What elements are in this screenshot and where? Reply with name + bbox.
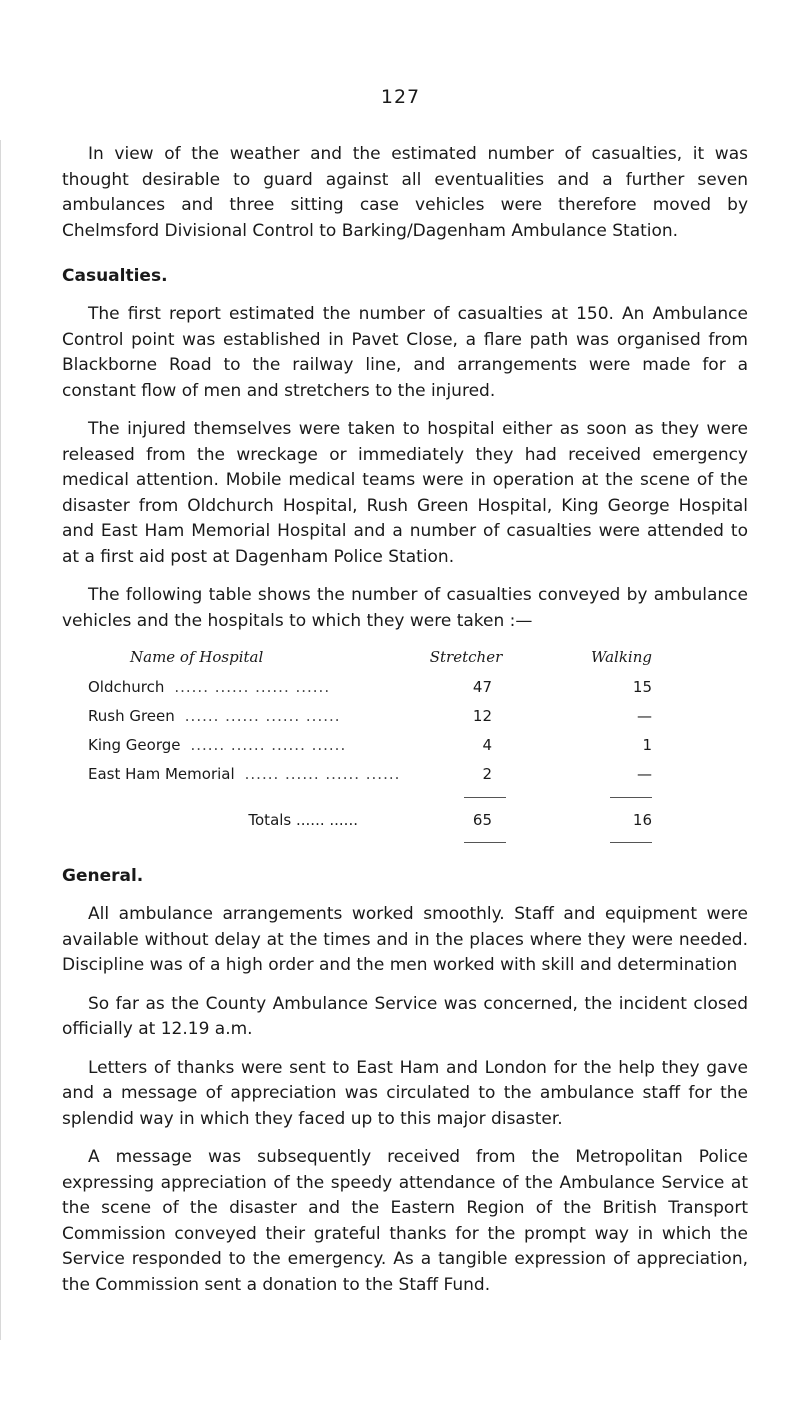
- table-header: [62, 642, 748, 672]
- row-stretcher: 2: [482, 764, 492, 783]
- paragraph-text: In view of the weather and the estimated number of casualties, it was thought desirable to guard against all eventualities and a further seven ambulances and three sitting case vehicles were therefore moved by Chelmsford Divisional Control to Barking/Dagenham Ambulance Station.: [62, 144, 748, 241]
- row-name: East Ham Memorial: [88, 764, 235, 783]
- totals-walking: 16: [632, 810, 652, 829]
- paragraph-arrangements: [62, 902, 748, 979]
- row-stretcher: 47: [472, 677, 492, 696]
- paragraph-incident-closed: [62, 992, 748, 1043]
- row-walking: —: [637, 764, 652, 783]
- rule-line: [464, 797, 506, 798]
- paragraph-police-message: [62, 1145, 748, 1298]
- row-walking: —: [637, 706, 652, 725]
- table-totals-row: [62, 806, 748, 833]
- paragraph-text: So far as the County Ambulance Service was concerned, the incident closed officially at 12.19 a.m.: [62, 993, 748, 1039]
- totals-stretcher: 65: [472, 810, 492, 829]
- rule-line: [464, 842, 506, 843]
- page-number: 127: [380, 86, 421, 108]
- row-name: King George: [88, 735, 181, 754]
- sum-rule-bottom: [62, 833, 748, 851]
- paragraph-first-report: [62, 302, 748, 404]
- header-walking: Walking: [590, 648, 652, 666]
- paragraph-text: A message was subsequently received from the Metropolitan Police expressing appreciation of the speedy attendance of the Ambulance Service at the scene of the disaster and the Eastern Region of the British Transport Commission conveyed their grateful thanks for the prompt way in which the Service responded to the emergency. As a tangible expression of appreciation, the Commission sent a donation to the Staff Fund.: [62, 1147, 748, 1295]
- row-walking: 1: [642, 735, 652, 754]
- header-name: Name of Hospital: [130, 648, 264, 666]
- paragraph-text: The injured themselves were taken to hospital either as soon as they were released from the wreckage or immediately they had received emergency medical attention. Mobile medical teams were in operation at the scene of the disaster from Oldchurch Hospital, Rush Green Hospital, King George Hospital and East Ham Memorial Hospital and a number of casualties were attended to at a first aid post at Dagenham Police Station.: [62, 419, 748, 567]
- document-body: [62, 142, 748, 1298]
- row-name: Rush Green: [88, 706, 175, 725]
- rule-line: [610, 842, 652, 843]
- paragraph-text: Letters of thanks were sent to East Ham and London for the help they gave and a message of appreciation was circulated to the ambulance staff for the splendid way in which they faced up to this major disaster.: [62, 1057, 748, 1129]
- paragraph-text: The first report estimated the number of casualties at 150. An Ambulance Control point was established in Pavet Close, a flare path was organised from Blackborne Road to the railway line, and arrangements were made for a constant flow of men and stretchers to the injured.: [62, 304, 748, 401]
- table-row: [62, 759, 748, 788]
- heading-general: General.: [62, 866, 144, 886]
- paragraph-weather: [62, 142, 748, 244]
- paragraph-table-intro: [62, 583, 748, 634]
- binding-edge: [0, 140, 11, 1340]
- paragraph-injured: [62, 417, 748, 570]
- paragraph-letters-of-thanks: [62, 1056, 748, 1133]
- leader-dots: ...... ...... ...... ......: [244, 764, 401, 783]
- rule-line: [610, 797, 652, 798]
- table-row: [62, 730, 748, 759]
- header-stretcher: Stretcher: [429, 648, 503, 666]
- row-stretcher: 12: [472, 706, 492, 725]
- row-name: Oldchurch: [88, 677, 165, 696]
- row-walking: 15: [632, 677, 652, 696]
- table-row: [62, 672, 748, 701]
- leader-dots: ...... ...... ...... ......: [190, 735, 347, 754]
- casualties-table: [62, 642, 748, 851]
- table-row: [62, 701, 748, 730]
- leader-dots: ...... ...... ...... ......: [184, 706, 341, 725]
- paragraph-text: All ambulance arrangements worked smoothly. Staff and equipment were available without delay at the times and in the places where they were needed. Discipline was of a high order and the men worked with skill and determination: [62, 904, 748, 975]
- row-stretcher: 4: [482, 735, 492, 754]
- totals-label: Totals ...... ......: [248, 810, 358, 829]
- leader-dots: ...... ...... ...... ......: [174, 677, 331, 696]
- sum-rule-top: [62, 788, 748, 806]
- heading-casualties: Casualties.: [62, 266, 168, 286]
- paragraph-text: The following table shows the number of casualties conveyed by ambulance vehicles and the hospitals to which they were taken :—: [62, 585, 748, 631]
